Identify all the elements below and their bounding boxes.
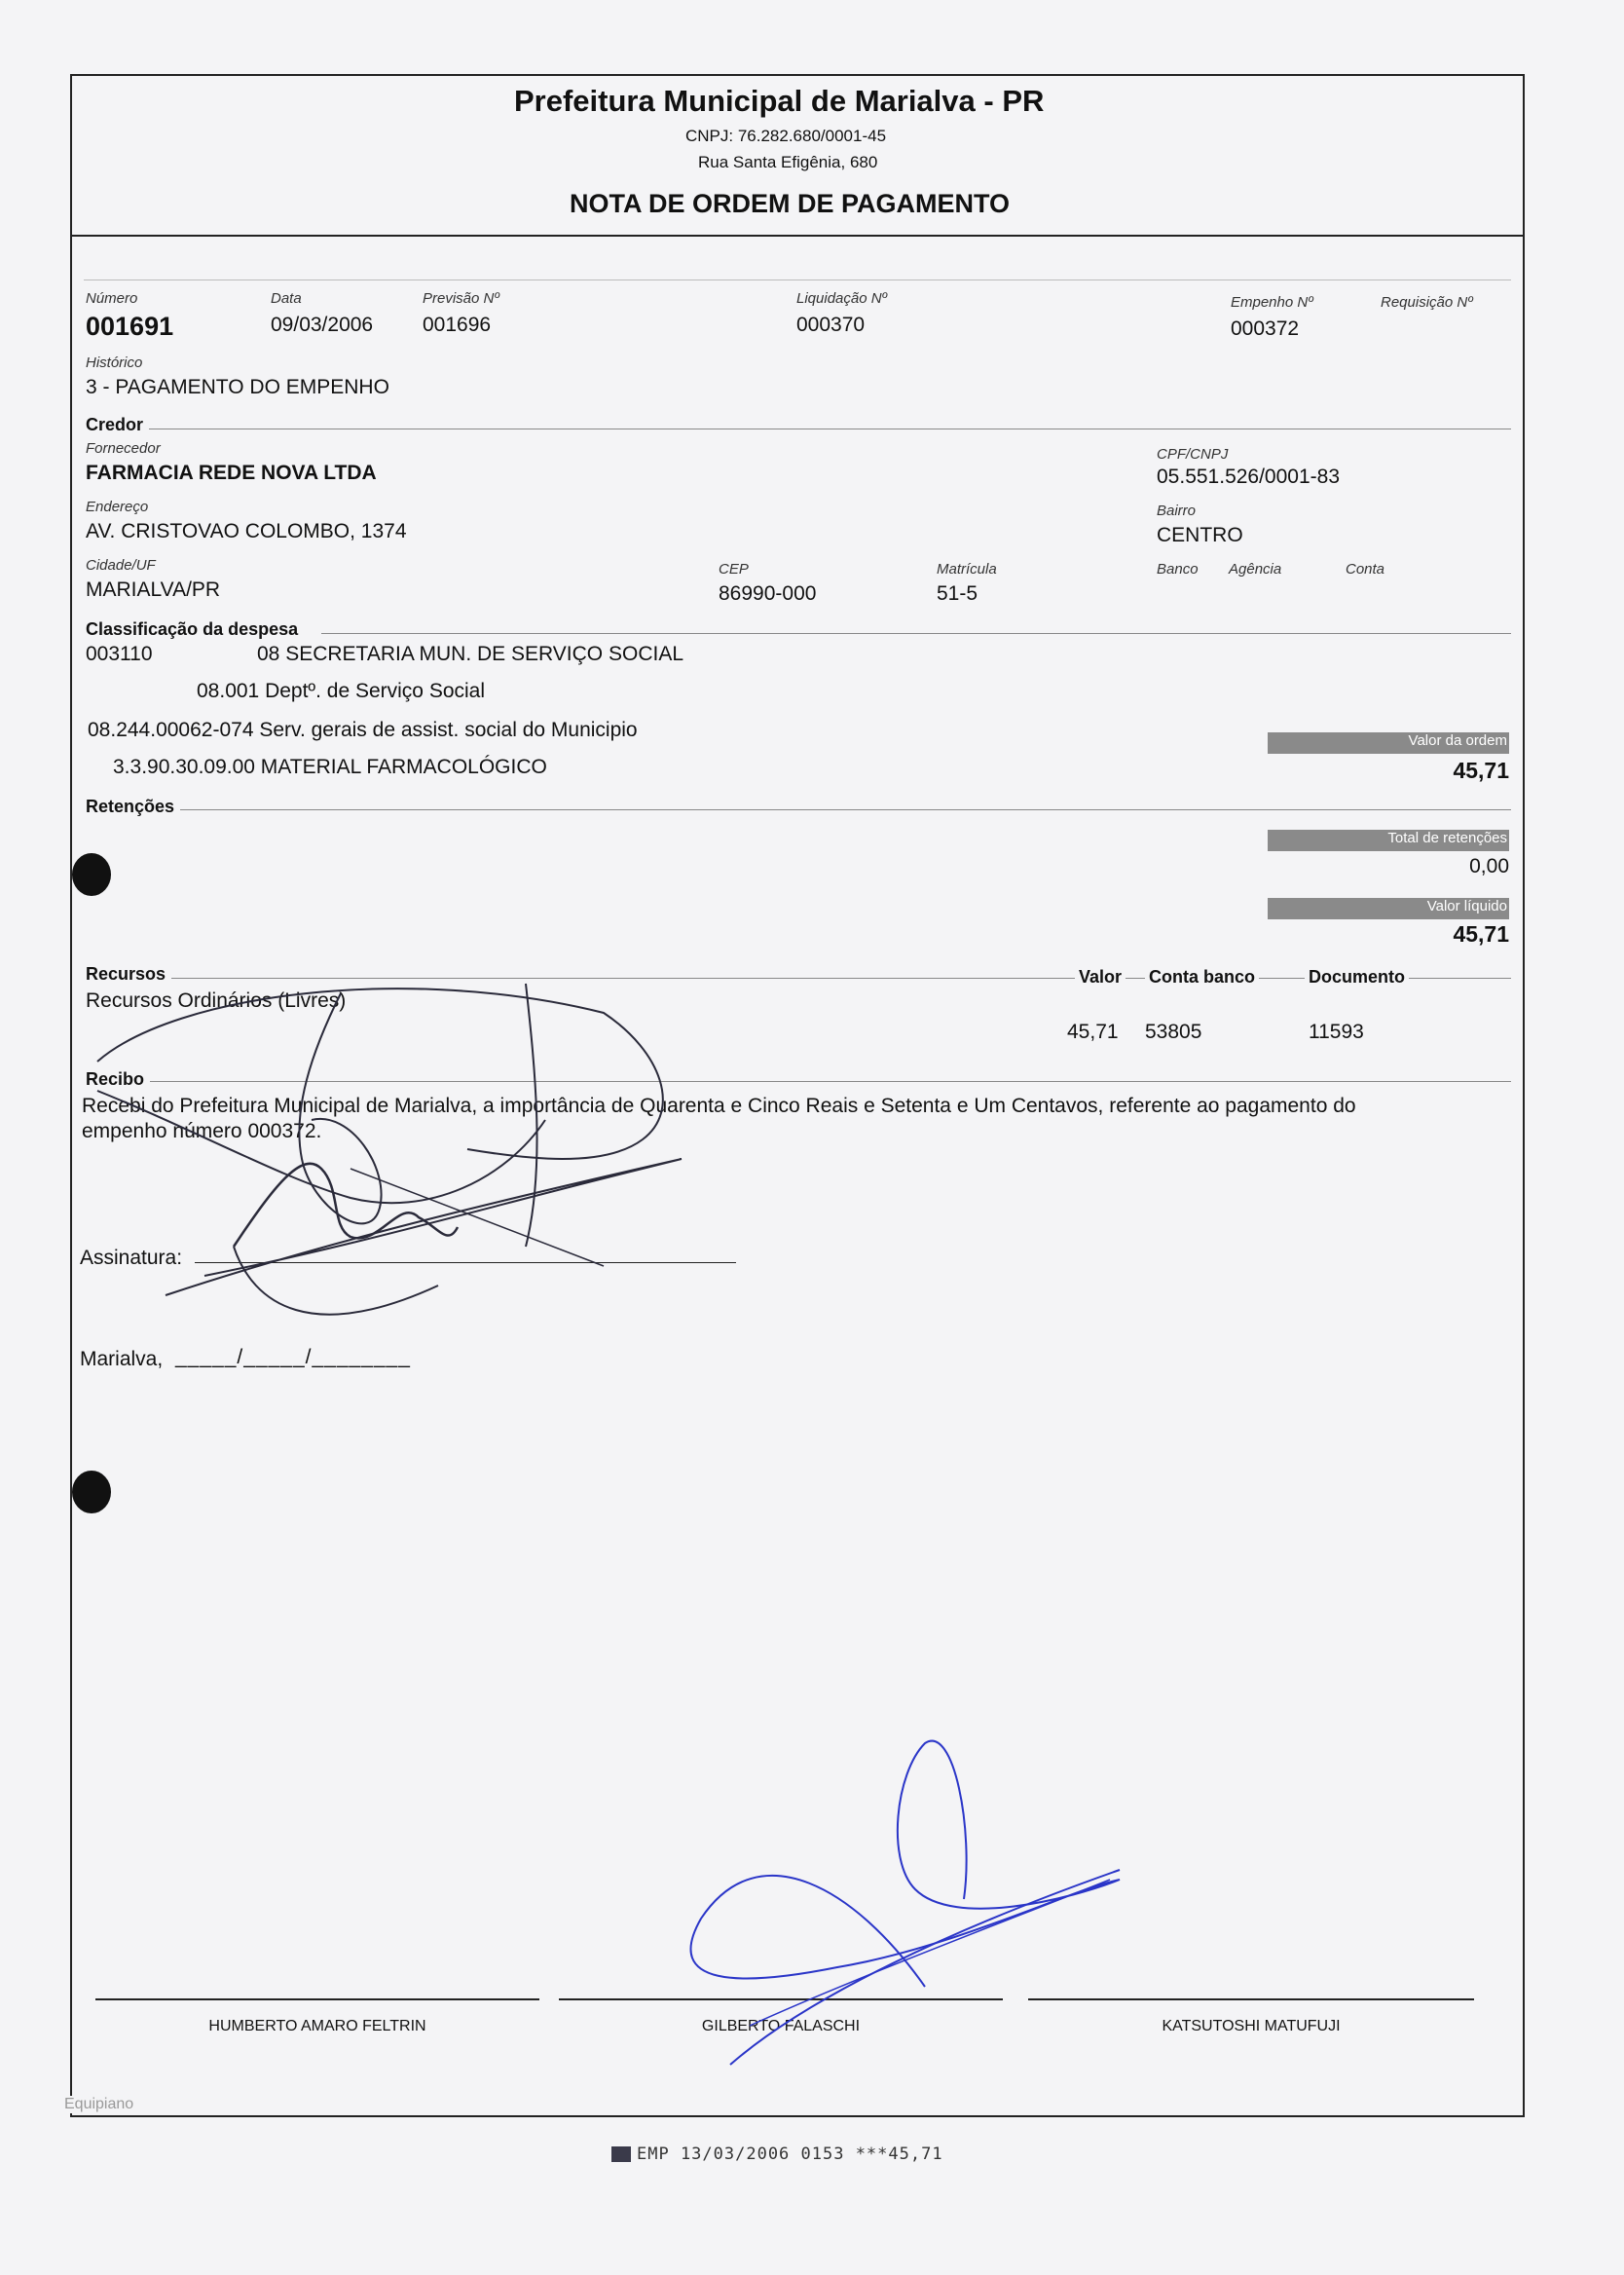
document-type-title: NOTA DE ORDEM DE PAGAMENTO bbox=[570, 189, 1011, 218]
classificacao-orgao: 08 SECRETARIA MUN. DE SERVIÇO SOCIAL bbox=[257, 643, 684, 665]
empenho-label: Empenho Nº bbox=[1231, 294, 1313, 311]
matricula-label: Matrícula bbox=[937, 561, 997, 578]
requisicao-label: Requisição Nº bbox=[1381, 294, 1473, 311]
previsao-value: 001696 bbox=[423, 314, 492, 336]
empenho-value: 000372 bbox=[1231, 317, 1300, 340]
classificacao-unidade: 08.001 Deptº. de Serviço Social bbox=[197, 680, 486, 702]
classificacao-code: 003110 bbox=[86, 643, 153, 665]
date-blank-field: _____/_____/________ bbox=[175, 1346, 411, 1368]
stamp-mark bbox=[611, 2146, 631, 2162]
software-watermark: Equipiano bbox=[64, 2096, 134, 2112]
recursos-documento-header: Documento bbox=[1305, 967, 1409, 988]
page-title: Prefeitura Municipal de Marialva - PR bbox=[514, 84, 1045, 118]
numero-label: Número bbox=[86, 290, 138, 307]
recursos-section-title: Recursos bbox=[86, 964, 171, 985]
historico-label: Histórico bbox=[86, 354, 143, 371]
recursos-valor-header: Valor bbox=[1075, 967, 1126, 988]
recursos-documento: 11593 bbox=[1309, 1021, 1364, 1043]
signature-line bbox=[95, 1998, 539, 2000]
historico-value: 3 - PAGAMENTO DO EMPENHO bbox=[86, 376, 389, 398]
recursos-fonte: Recursos Ordinários (Livres) bbox=[86, 989, 347, 1012]
cpf-label: CPF/CNPJ bbox=[1157, 446, 1229, 463]
signatory-name: HUMBERTO AMARO FELTRIN bbox=[208, 2018, 426, 2034]
retencoes-section-title: Retenções bbox=[86, 797, 180, 817]
classificacao-funcional: 08.244.00062-074 Serv. gerais de assist. social do Municipio bbox=[88, 719, 638, 741]
valor-ordem-label: Valor da ordem bbox=[1268, 732, 1509, 754]
local-data-label: Marialva, bbox=[80, 1348, 164, 1370]
conta-label: Conta bbox=[1346, 561, 1385, 578]
liquidacao-value: 000370 bbox=[796, 314, 866, 336]
total-retencoes-value: 0,00 bbox=[1469, 855, 1509, 877]
bairro-value: CENTRO bbox=[1157, 524, 1243, 546]
divider bbox=[321, 633, 1511, 634]
fornecedor-value: FARMACIA REDE NOVA LTDA bbox=[86, 462, 377, 484]
endereco-label: Endereço bbox=[86, 499, 149, 515]
blue-signature bbox=[662, 1734, 1149, 2074]
header-divider bbox=[70, 235, 1525, 237]
punch-hole bbox=[72, 1471, 111, 1513]
classificacao-elemento: 3.3.90.30.09.00 MATERIAL FARMACOLÓGICO bbox=[113, 756, 547, 778]
header-address: Rua Santa Efigênia, 680 bbox=[698, 153, 878, 171]
payment-stamp: EMP 13/03/2006 0153 ***45,71 bbox=[637, 2144, 943, 2164]
recibo-text-line2: empenho número 000372. bbox=[82, 1120, 322, 1142]
assinatura-label: Assinatura: bbox=[80, 1247, 183, 1269]
recibo-text-line1: Recebi do Prefeitura Municipal de Marialva, a importância de Quarenta e Cinco Reais e Setenta e Um Centavos, referente ao pagamento do bbox=[82, 1095, 1356, 1117]
cpf-value: 05.551.526/0001-83 bbox=[1157, 466, 1341, 488]
fornecedor-label: Fornecedor bbox=[86, 440, 161, 457]
cidade-label: Cidade/UF bbox=[86, 557, 156, 574]
recursos-conta: 53805 bbox=[1145, 1021, 1202, 1043]
valor-liquido-label: Valor líquido bbox=[1268, 898, 1509, 919]
signatory-name: GILBERTO FALASCHI bbox=[701, 2018, 861, 2034]
numero-value: 001691 bbox=[86, 312, 174, 341]
header-cnpj: CNPJ: 76.282.680/0001-45 bbox=[685, 127, 887, 145]
bairro-label: Bairro bbox=[1157, 503, 1197, 519]
recursos-valor: 45,71 bbox=[1067, 1021, 1119, 1043]
receipt-signature bbox=[58, 974, 740, 1363]
classificacao-section-title: Classificação da despesa bbox=[86, 619, 304, 640]
valor-ordem-value: 45,71 bbox=[1453, 758, 1509, 783]
punch-hole bbox=[72, 853, 111, 896]
credor-section-title: Credor bbox=[86, 415, 149, 435]
valor-liquido-value: 45,71 bbox=[1453, 921, 1509, 947]
liquidacao-label: Liquidação Nº bbox=[796, 290, 888, 307]
banco-label: Banco bbox=[1157, 561, 1199, 578]
endereco-value: AV. CRISTOVAO COLOMBO, 1374 bbox=[86, 520, 407, 542]
data-value: 09/03/2006 bbox=[271, 314, 374, 336]
data-label: Data bbox=[271, 290, 302, 307]
cidade-value: MARIALVA/PR bbox=[86, 578, 221, 601]
previsao-label: Previsão Nº bbox=[423, 290, 499, 307]
cep-value: 86990-000 bbox=[719, 582, 817, 605]
divider bbox=[175, 809, 1511, 810]
recibo-section-title: Recibo bbox=[86, 1069, 150, 1090]
matricula-value: 51-5 bbox=[937, 582, 978, 605]
cep-label: CEP bbox=[719, 561, 749, 578]
total-retencoes-label: Total de retenções bbox=[1268, 830, 1509, 851]
signatory-name: KATSUTOSHI MATUFUJI bbox=[1162, 2018, 1341, 2034]
recursos-conta-header: Conta banco bbox=[1145, 967, 1259, 988]
agencia-label: Agência bbox=[1229, 561, 1282, 578]
